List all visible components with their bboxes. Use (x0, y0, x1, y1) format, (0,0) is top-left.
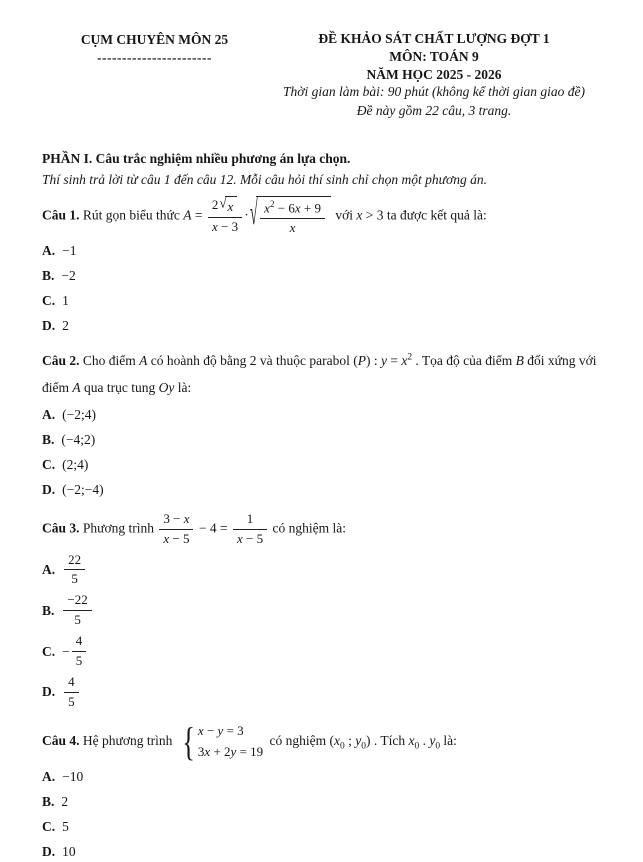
question-1-label: Câu 1. (42, 207, 83, 223)
fraction: $\frac{x^2 - 6x + 9}{x}$ (260, 199, 325, 237)
question-2-option-b (42, 430, 601, 451)
option-label: C. (42, 293, 56, 309)
header-line-4: Thời gian làm bài: 90 phút (không kể thời gian giao đề) (282, 84, 585, 100)
section-instruction: Thí sinh trả lời từ câu 1 đến câu 12. Mỗi câu hỏi thí sinh chỉ chọn một phương án. (42, 171, 487, 187)
option-label: A. (42, 243, 56, 259)
question-4-option-b (42, 791, 601, 812)
option-value (62, 552, 87, 589)
question-1-option-c (42, 291, 601, 312)
question-2-text: Câu 2. Cho điểm A có hoành độ bằng 2 và thuộc parabol (P) : $y = x^2$ . Tọa độ của điểm B đối xứng với điểm A qua trục tung Oy là: (42, 352, 597, 395)
question-1-option-b (42, 266, 601, 287)
option-value: 2 (62, 318, 69, 334)
option-label: A. (42, 768, 56, 784)
option-value: 1 (62, 293, 69, 309)
question-2 (42, 347, 601, 501)
org-name: CỤM CHUYÊN MÔN 25 (80, 32, 229, 47)
option-value (62, 674, 81, 711)
question-1-option-a (42, 241, 601, 262)
option-value: (−2;4) (62, 407, 96, 423)
option-value: 2 (61, 793, 69, 809)
question-3-option-a (42, 552, 601, 589)
question-3-option-b (42, 592, 601, 629)
question-4 (42, 718, 601, 862)
square-root: √ x (219, 196, 237, 216)
fraction: $\frac{3 - x}{x - 5}$ (159, 511, 193, 548)
option-label: C. (42, 457, 56, 473)
section-title: PHẦN I. Câu trắc nghiệm nhiều phương án lựa chọn. (42, 150, 351, 166)
option-label: D. (42, 482, 56, 498)
question-2-option-c (42, 455, 601, 476)
question-2-label: Câu 2. (42, 352, 83, 368)
question-4-option-a (42, 766, 601, 787)
option-value (61, 592, 93, 629)
fraction: $\frac{22}{5}$ (64, 552, 85, 589)
option-value: (2;4) (62, 457, 89, 473)
question-3-option-d (42, 674, 601, 711)
header-right (267, 30, 601, 121)
fraction: $\frac{1}{x - 5}$ (233, 511, 267, 548)
option-label: D. (42, 684, 56, 700)
header-line-3: NĂM HỌC 2025 - 2026 (366, 66, 502, 82)
question-1 (42, 193, 601, 337)
question-3 (42, 511, 601, 711)
option-label: B. (42, 432, 55, 448)
header-left (42, 30, 267, 121)
section-heading (42, 151, 601, 188)
fraction: $\frac{4}{5}$ (64, 674, 79, 711)
fraction: $\frac{4}{5}$ (72, 633, 87, 670)
question-4-text: Câu 4. Hệ phương trình { x − y = 3 3x + 2y = 19 có nghiệm ($x_0$ ; $y_0$) . Tích $x_0$ . $y_0$ là: (42, 718, 457, 764)
option-label: A. (42, 561, 56, 577)
question-4-label: Câu 4. (42, 732, 83, 748)
option-label: C. (42, 643, 56, 659)
option-value: −10 (62, 768, 84, 784)
square-root (249, 193, 331, 237)
question-4-option-c (42, 816, 601, 837)
fraction: 2 √ x x − 3 (208, 196, 242, 236)
option-label: D. (42, 318, 56, 334)
radical-sign-icon: √ (219, 195, 227, 212)
question-3-option-c (42, 633, 601, 670)
option-value: 10 (62, 843, 76, 859)
option-value: (−2;−4) (62, 482, 104, 498)
option-label: B. (42, 602, 55, 618)
header-line-2: MÔN: TOÁN 9 (389, 48, 479, 64)
header-divider: ----------------------- (97, 50, 212, 65)
option-value: −1 (62, 243, 77, 259)
question-1-option-d (42, 316, 601, 337)
questions-list (42, 193, 601, 862)
option-label: B. (42, 793, 55, 809)
radical-sign-icon: √ (249, 193, 258, 232)
option-label: C. (42, 818, 56, 834)
fraction: $\frac{-22}{5}$ (63, 592, 91, 629)
option-label: B. (42, 268, 55, 284)
header-line-5: Đề này gồm 22 câu, 3 trang. (356, 103, 512, 119)
question-2-option-d (42, 480, 601, 501)
question-3-text: Câu 3. Phương trình $\frac{3 - x}{x - 5}$ − 4 = $\frac{1}{x - 5}$ có nghiệm là: (42, 510, 346, 546)
header-line-1: ĐỀ KHẢO SÁT CHẤT LƯỢNG ĐỢT 1 (318, 31, 550, 46)
question-3-label: Câu 3. (42, 520, 83, 536)
option-value: 5 (62, 818, 69, 834)
question-4-option-d (42, 841, 601, 862)
exam-header (42, 30, 601, 121)
equation-system: { x − y = 3 3x + 2y = 19 (182, 718, 264, 764)
option-value: (−4;2) (61, 432, 96, 448)
question-2-option-a (42, 405, 601, 426)
option-label: D. (42, 843, 56, 859)
option-value: −2 (61, 268, 76, 284)
option-label: A. (42, 407, 56, 423)
option-value: − $\frac{4}{5}$ (62, 633, 88, 670)
question-1-text: Câu 1. Rút gọn biểu thức A = 2 √ x x − 3 · √ $\frac{x^2 - 6x + 9}{x}$ với x > 3 ta được kết quả là: (42, 193, 487, 235)
